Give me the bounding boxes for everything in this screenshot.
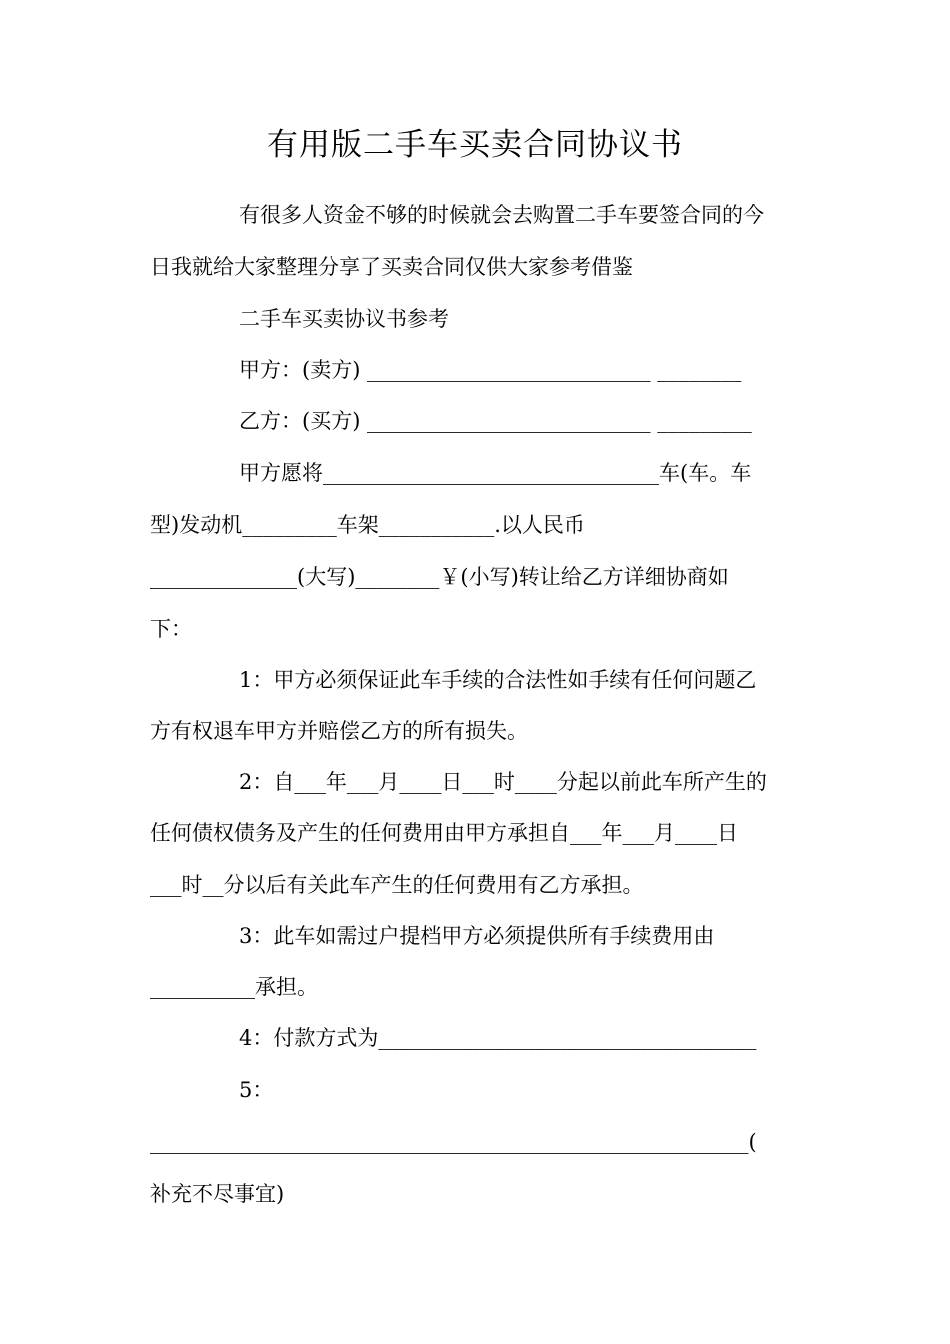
section-heading: 二手车买卖协议书参考 xyxy=(239,307,449,331)
clause-3-line-2: __________承担。 xyxy=(150,975,318,999)
party-b-line: 乙方：(买方) ___________________________ _________ xyxy=(239,409,752,433)
document-title: 有用版二手车买卖合同协议书 xyxy=(267,127,683,163)
clause-2-line-2: 任何债权债务及产生的任何费用由甲方承担自___年___月____日 xyxy=(150,821,738,845)
intro-line-2: 日我就给大家整理分享了买卖合同仅供大家参考借鉴 xyxy=(150,255,633,279)
clause-2-line-1: 2：自___年___月____日___时____分起以前此车所产生的 xyxy=(239,770,767,794)
vehicle-line-2: 型)发动机_________车架___________.以人民币 xyxy=(150,513,585,537)
intro-line-1: 有很多人资金不够的时候就会去购置二手车要签合同的今 xyxy=(239,203,764,227)
clause-5-blank-line: _________________________________________________________( xyxy=(150,1130,757,1154)
clause-3-line-1: 3：此车如需过户提档甲方必须提供所有手续费用由 xyxy=(239,924,715,948)
clause-1-line-2: 方有权退车甲方并赔偿乙方的所有损失。 xyxy=(150,719,528,743)
price-line: ______________(大写)________￥(小写)转让给乙方详细协商如 xyxy=(150,565,729,589)
price-line-end: 下： xyxy=(150,617,192,641)
clause-5-label: 5： xyxy=(239,1078,274,1102)
clause-4-line: 4：付款方式为____________________________________ xyxy=(239,1026,757,1050)
clause-2-line-3: ___时__分以后有关此车产生的任何费用有乙方承担。 xyxy=(150,873,644,897)
vehicle-line-1: 甲方愿将________________________________车(车。车 xyxy=(239,461,752,485)
party-a-line: 甲方：(卖方) ___________________________ ________ xyxy=(239,358,742,382)
clause-1-line-1: 1：甲方必须保证此车手续的合法性如手续有任何问题乙 xyxy=(239,668,757,692)
clause-5-note: 补充不尽事宜) xyxy=(150,1182,285,1206)
